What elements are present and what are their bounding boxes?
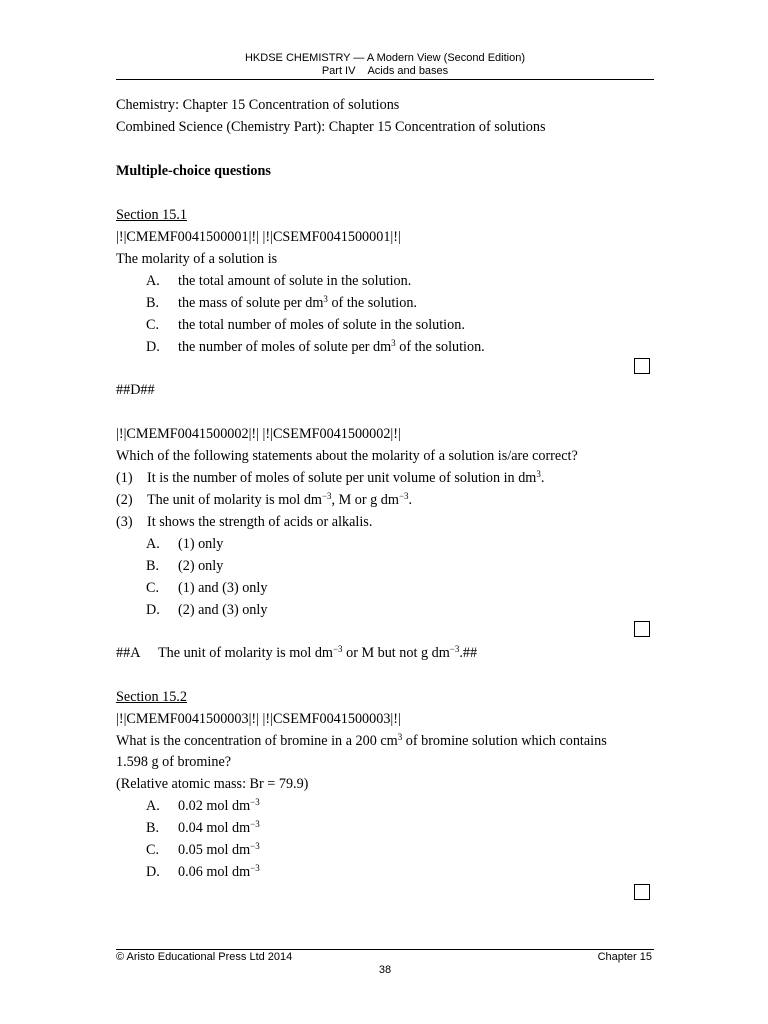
superscript: −3 (449, 644, 460, 654)
page-number: 38 (378, 964, 392, 976)
option-text-end: of the solution. (327, 295, 417, 311)
statement-text: It shows the strength of acids or alkalis. (147, 514, 373, 530)
option-a (146, 272, 411, 290)
running-header-title: HKDSE CHEMISTRY — A Modern View (Second Edition) (244, 52, 525, 64)
running-header-part (116, 65, 654, 78)
option-text-end: of the solution. (395, 339, 485, 355)
superscript: −3 (250, 819, 260, 829)
footer-copyright: © Aristo Educational Press Ltd 2014 (116, 951, 293, 963)
option-d (146, 601, 267, 619)
part-title: Acids and bases (367, 65, 449, 77)
answer-tag: ##A (116, 645, 141, 661)
statement-text: It is the number of moles of solute per unit volume of solution in dm (147, 470, 537, 486)
statement-number: (2) (116, 492, 133, 508)
option-text: 0.02 mol dm (178, 798, 251, 814)
option-letter: B. (146, 295, 160, 311)
intro-chemistry: Chemistry: Chapter 15 Concentration of solutions (116, 97, 400, 113)
statement-number: (3) (116, 514, 133, 530)
option-text: the mass of solute per dm (178, 295, 324, 311)
superscript: 3 (391, 338, 396, 348)
superscript: −3 (250, 863, 260, 873)
answer-key: ##D## (116, 382, 155, 398)
statement-text-mid: , M or g dm (331, 492, 399, 508)
statement-number: (1) (116, 470, 133, 486)
mcq-heading: Multiple-choice questions (116, 163, 271, 179)
option-letter: C. (146, 580, 160, 596)
question-stem: Which of the following statements about the molarity of a solution is/are correct? (116, 448, 578, 464)
answer-key (116, 644, 477, 662)
option-a (146, 797, 260, 815)
footer-rule (116, 949, 654, 950)
option-letter: A. (146, 536, 160, 552)
part-label: Part IV (321, 65, 356, 77)
header-rule (116, 79, 654, 80)
option-b (146, 819, 260, 837)
superscript: −3 (332, 644, 343, 654)
answer-explanation-mid: or M but not g dm (342, 645, 450, 661)
option-text: 0.06 mol dm (178, 864, 251, 880)
option-letter: A. (146, 273, 160, 289)
option-b (146, 294, 417, 312)
option-text: 0.05 mol dm (178, 842, 251, 858)
answer-explanation: The unit of molarity is mol dm (158, 645, 333, 661)
superscript: 3 (536, 469, 541, 479)
option-text: the total amount of solute in the solution. (178, 273, 412, 289)
option-c (146, 841, 260, 859)
statement-2 (116, 491, 412, 509)
question-stem-text-end: of bromine solution which contains (402, 733, 607, 749)
option-d (146, 338, 485, 356)
intro-combined-science: Combined Science (Chemistry Part): Chapter 15 Concentration of solutions (116, 119, 546, 135)
answer-checkbox-q2[interactable] (634, 621, 650, 637)
question-stem-text: What is the concentration of bromine in a 200 cm (116, 733, 398, 749)
option-letter: C. (146, 842, 160, 858)
question-stem (116, 732, 607, 750)
question-stem-line2: 1.598 g of bromine? (116, 754, 232, 770)
option-c (146, 579, 267, 597)
statement-1 (116, 469, 544, 487)
statement-text-end: . (540, 470, 545, 486)
option-letter: D. (146, 339, 160, 355)
footer-chapter: Chapter 15 (597, 951, 652, 963)
question-code: |!|CMEMF0041500001|!| |!|CSEMF0041500001|!| (116, 229, 401, 245)
answer-checkbox-q3[interactable] (634, 884, 650, 900)
option-text: (1) only (178, 536, 224, 552)
option-text: 0.04 mol dm (178, 820, 251, 836)
answer-explanation-end: .## (459, 645, 478, 661)
option-b (146, 557, 223, 575)
option-a (146, 535, 223, 553)
superscript: −3 (250, 841, 260, 851)
section-heading-15-2: Section 15.2 (116, 689, 187, 705)
question-code: |!|CMEMF0041500002|!| |!|CSEMF0041500002|!| (116, 426, 401, 442)
option-letter: D. (146, 864, 160, 880)
superscript: −3 (321, 491, 332, 501)
option-text: the total number of moles of solute in the solution. (178, 317, 465, 333)
option-letter: A. (146, 798, 160, 814)
option-d (146, 863, 260, 881)
option-letter: B. (146, 820, 160, 836)
question-stem: The molarity of a solution is (116, 251, 278, 267)
option-text: (1) and (3) only (178, 580, 268, 596)
option-c (146, 316, 465, 334)
section-heading-15-1: Section 15.1 (116, 207, 187, 223)
superscript: −3 (250, 797, 260, 807)
option-text: (2) only (178, 558, 224, 574)
option-letter: C. (146, 317, 160, 333)
superscript: 3 (397, 732, 403, 742)
statement-text: The unit of molarity is mol dm (147, 492, 322, 508)
statement-text-end: . (408, 492, 413, 508)
option-letter: D. (146, 602, 160, 618)
option-text: the number of moles of solute per dm (178, 339, 392, 355)
statement-3 (116, 513, 372, 531)
superscript: 3 (323, 294, 328, 304)
option-letter: B. (146, 558, 160, 574)
question-note: (Relative atomic mass: Br = 79.9) (116, 776, 309, 792)
question-code: |!|CMEMF0041500003|!| |!|CSEMF0041500003|!| (116, 711, 401, 727)
option-text: (2) and (3) only (178, 602, 268, 618)
superscript: −3 (398, 491, 409, 501)
answer-checkbox-q1[interactable] (634, 358, 650, 374)
